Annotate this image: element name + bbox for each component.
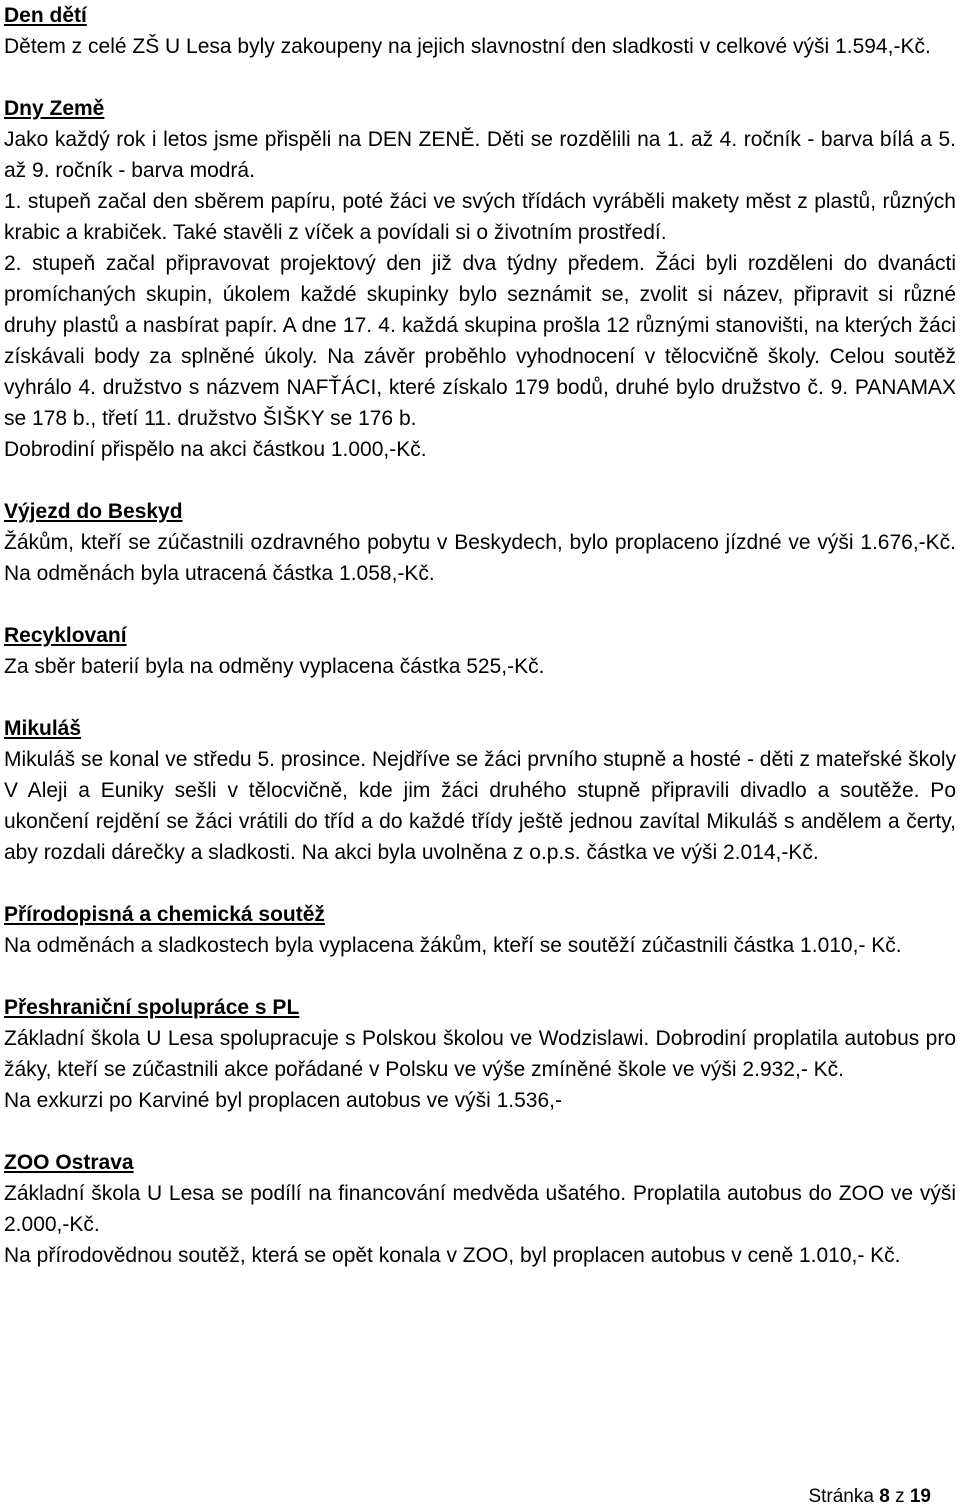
section-prirodopisna-soutez xyxy=(4,899,956,961)
section-paragraph: Základní škola U Lesa se podílí na financování medvěda ušatého. Proplatila autobus do ZOO ve výši 2.000,-Kč. xyxy=(4,1182,956,1236)
section-heading: Dny Země xyxy=(4,97,105,120)
section-paragraph: Za sběr baterií byla na odměny vyplacena částka 525,-Kč. xyxy=(4,655,545,678)
section-den-deti xyxy=(4,0,956,62)
section-heading: Přeshraniční spolupráce s PL xyxy=(4,996,300,1019)
section-paragraph: Na exkurzi po Karviné byl proplacen autobus ve výši 1.536,- xyxy=(4,1089,562,1112)
section-paragraph: Dětem z celé ZŠ U Lesa byly zakoupeny na jejich slavnostní den sladkosti v celkové výši 1.594,-Kč. xyxy=(4,35,931,58)
total-page-number: 19 xyxy=(909,1486,931,1507)
section-recyklovani xyxy=(4,620,956,682)
section-paragraph: Jako každý rok i letos jsme přispěli na DEN ZENĚ. Děti se rozdělili na 1. až 4. ročník - barva bílá a 5. až 9. ročník - barva modrá. xyxy=(4,128,956,182)
section-heading: Přírodopisná a chemická soutěž xyxy=(4,903,325,926)
section-paragraph: Mikuláš se konal ve středu 5. prosince. Nejdříve se žáci prvního stupně a hosté - děti z mateřské školy V Aleji a Euniky sešli v tělocvičně, kde jim žáci druhého stupně připravili divadlo a soutěže. Po ukončení rejdění se žáci vrátili do tříd a do každé třídy ještě jednou zavítal Mikuláš s andělem a čerty, aby rozdali dárečky a sladkosti. Na akci byla uvolněna z o.p.s. částka ve výši 2.014,-Kč. xyxy=(4,748,956,864)
section-paragraph: Základní škola U Lesa spolupracuje s Polskou školou ve Wodzislawi. Dobrodiní proplatila autobus pro žáky, kteří se zúčastnili akce pořádané v Polsku ve výše zmíněné škole ve výši 2.932,- Kč. xyxy=(4,1027,956,1081)
section-heading: Výjezd do Beskyd xyxy=(4,500,183,523)
section-preshranicni-spoluprace xyxy=(4,992,956,1116)
section-heading: Mikuláš xyxy=(4,717,82,740)
section-paragraph: Na přírodovědnou soutěž, která se opět konala v ZOO, byl proplacen autobus v ceně 1.010,- Kč. xyxy=(4,1244,901,1267)
section-paragraph: Na odměnách a sladkostech byla vyplacena žákům, kteří se soutěží zúčastnili částka 1.010,- Kč. xyxy=(4,934,902,957)
section-heading: ZOO Ostrava xyxy=(4,1151,134,1174)
current-page-number: 8 xyxy=(879,1486,890,1507)
section-paragraph: 2. stupeň začal připravovat projektový den již dva týdny předem. Žáci byli rozděleni do dvanácti promíchaných skupin, úkolem každé skupinky bylo seznámit se, zvolit si název, připravit si různé druhy plastů a nasbírat papír. A dne 17. 4. každá skupina prošla 12 různými stanovišti, na kterých žáci získávali body za splněné úkoly. Na závěr proběhlo vyhodnocení v tělocvičně školy. Celou soutěž vyhrálo 4. družstvo s názvem NAFŤÁCI, které získalo 179 bodů, druhé bylo družstvo č. 9. PANAMAX se 178 b., třetí 11. družstvo ŠIŠKY se 176 b. xyxy=(4,252,956,430)
section-paragraph: 1. stupeň začal den sběrem papíru, poté žáci ve svých třídách vyráběli makety měst z plastů, různých krabic a krabiček. Také stavěli z víček a povídali si o životním prostředí. xyxy=(4,190,956,244)
section-paragraph: Žákům, kteří se zúčastnili ozdravného pobytu v Beskydech, bylo proplaceno jízdné ve výši 1.676,-Kč. Na odměnách byla utracená částka 1.058,-Kč. xyxy=(4,531,956,585)
page-number-footer xyxy=(808,1486,931,1508)
page-label: Stránka xyxy=(808,1486,874,1507)
section-vyjezd-do-beskyd xyxy=(4,496,956,589)
document-page xyxy=(4,0,956,1302)
section-mikulas xyxy=(4,713,956,868)
section-dny-zeme xyxy=(4,93,956,465)
page-of-label: z xyxy=(895,1486,905,1507)
section-heading: Recyklovaní xyxy=(4,624,127,647)
section-paragraph: Dobrodiní přispělo na akci částkou 1.000,-Kč. xyxy=(4,438,427,461)
section-zoo-ostrava xyxy=(4,1147,956,1271)
section-heading: Den dětí xyxy=(4,4,87,27)
